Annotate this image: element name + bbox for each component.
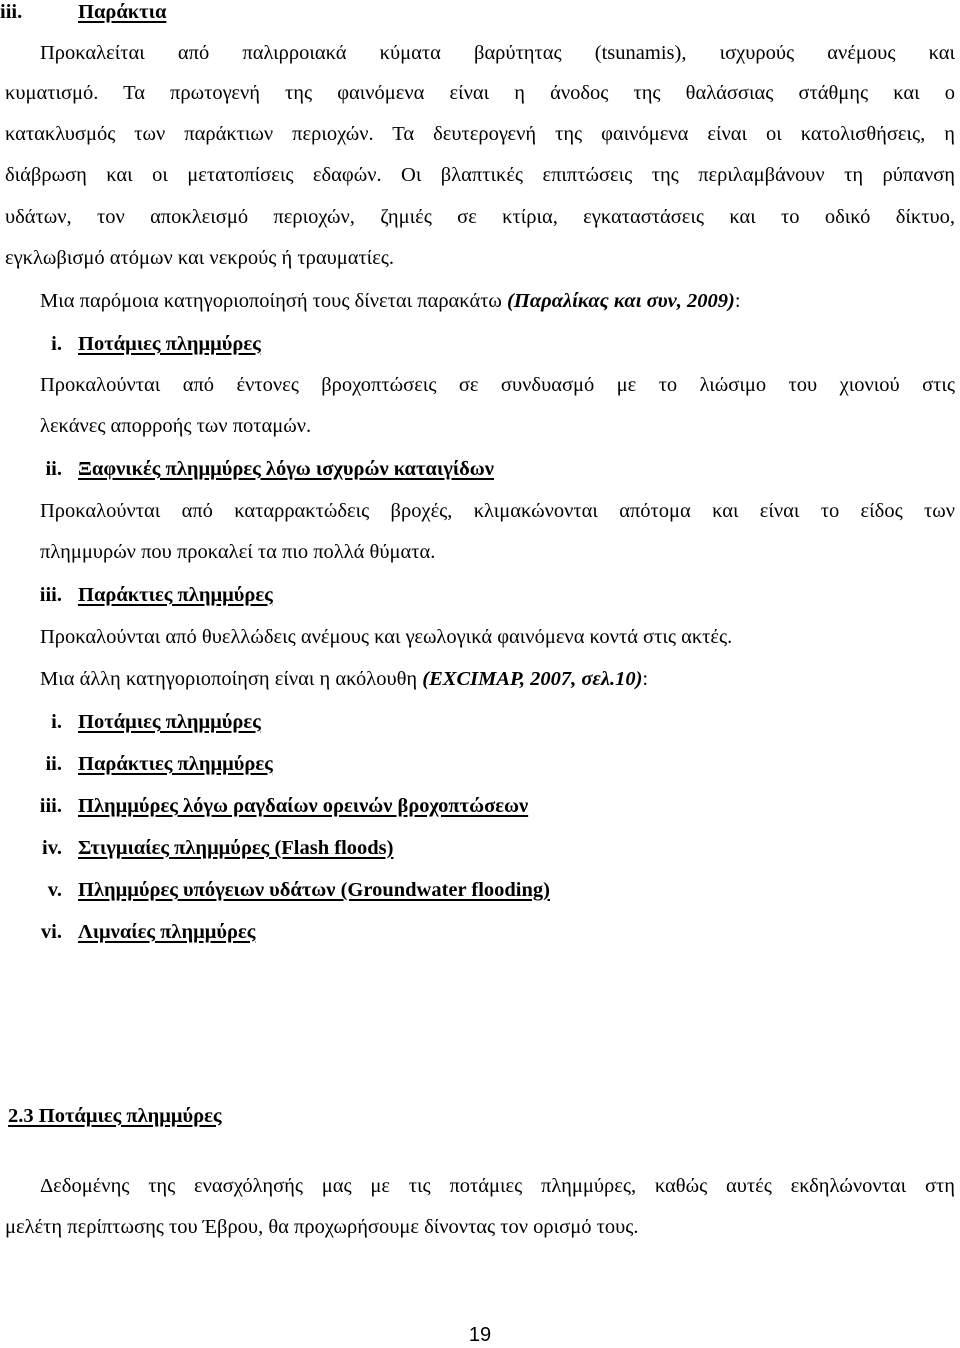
paragraph-line: κυματισμό. Τα πρωτογενή της φαινόμενα είναι η άνοδος της θαλάσσιας στάθμης και ο — [5, 82, 955, 104]
list-item-title: Στιγμιαίες πλημμύρες (Flash floods) — [78, 837, 394, 859]
list-item-title: Πλημμύρες υπόγειων υδάτων (Groundwater flooding) — [78, 879, 550, 901]
list-item-title: Λιμναίες πλημμύρες — [78, 921, 256, 943]
paragraph-line: Προκαλούνται από θυελλώδεις ανέμους και γεωλογικά φαινόμενα κοντά στις ακτές. — [40, 626, 733, 648]
list-number: iii. — [0, 1, 23, 23]
list-number: iv. — [42, 837, 62, 859]
list-item-title: Ποτάμιες πλημμύρες — [78, 711, 261, 733]
intro-suffix: : — [642, 668, 649, 690]
list-number: v. — [47, 879, 62, 901]
paragraph-line: μελέτη περίπτωσης του Έβρου, θα προχωρήσουμε δίνοντας τον ορισμό τους. — [5, 1216, 639, 1238]
list-number: i. — [51, 711, 62, 733]
paragraph-line: εγκλωβισμό ατόμων και νεκρούς ή τραυματίες. — [5, 247, 395, 269]
paragraph-line: Προκαλούνται από έντονες βροχοπτώσεις σε συνδυασμό με το λιώσιμο του χιονιού στις — [40, 374, 955, 396]
list-number: ii. — [45, 753, 62, 775]
list-item-title: Πλημμύρες λόγω ραγδαίων ορεινών βροχοπτώσεων — [78, 795, 529, 817]
intro-suffix: : — [734, 290, 741, 312]
citation: (EXCIMAP, 2007, σελ.10) — [422, 668, 643, 690]
list-number: iii. — [39, 795, 62, 817]
paragraph-line: λεκάνες απορροής των ποταμών. — [40, 415, 312, 437]
list-item-title: Παράκτιες πλημμύρες — [78, 584, 273, 606]
list-item-title: Παράκτιες πλημμύρες — [78, 753, 273, 775]
citation: (Παραλίκας και συν, 2009) — [507, 290, 735, 312]
paragraph-line: Δεδομένης της ενασχόλησής μας με τις ποτάμιες πλημμύρες, καθώς αυτές εκδηλώνονται στη — [40, 1175, 955, 1197]
list-item-title: Ποτάμιες πλημμύρες — [78, 333, 261, 355]
list-number: vi. — [40, 921, 62, 943]
page-number: 19 — [468, 1324, 492, 1346]
classification-intro — [40, 289, 741, 313]
intro-text: Μια παρόμοια κατηγοριοποίησή τους δίνεται παρακάτω — [40, 290, 508, 312]
paragraph-line: πλημμυρών που προκαλεί τα πιο πολλά θύματα. — [40, 541, 436, 563]
list-item-title: Ξαφνικές πλημμύρες λόγω ισχυρών καταιγίδων — [78, 458, 494, 480]
section-heading: 2.3 Ποτάμιες πλημμύρες — [8, 1105, 222, 1127]
paragraph-line: Προκαλούνται από καταρρακτώδεις βροχές, κλιμακώνονται απότομα και είναι το είδος των — [40, 500, 955, 522]
classification-intro — [40, 667, 648, 691]
list-number: ii. — [45, 458, 62, 480]
paragraph-line: υδάτων, τον αποκλεισμό περιοχών, ζημιές σε κτίρια, εγκαταστάσεις και το οδικό δίκτυο, — [5, 206, 955, 228]
intro-text: Μια άλλη κατηγοριοποίηση είναι η ακόλουθη — [40, 668, 423, 690]
section-title: Παράκτια — [78, 1, 167, 23]
paragraph-line: κατακλυσμός των παράκτιων περιοχών. Τα δευτερογενή της φαινόμενα είναι οι κατολισθήσεις, η — [5, 123, 955, 145]
paragraph-line: Προκαλείται από παλιρροιακά κύματα βαρύτητας (tsunamis), ισχυρούς ανέμους και — [40, 42, 955, 64]
list-number: iii. — [39, 584, 62, 606]
paragraph-line: διάβρωση και οι μετατοπίσεις εδαφών. Οι βλαπτικές επιπτώσεις της περιλαμβάνουν τη ρύπανση — [5, 164, 955, 186]
list-number: i. — [51, 333, 62, 355]
